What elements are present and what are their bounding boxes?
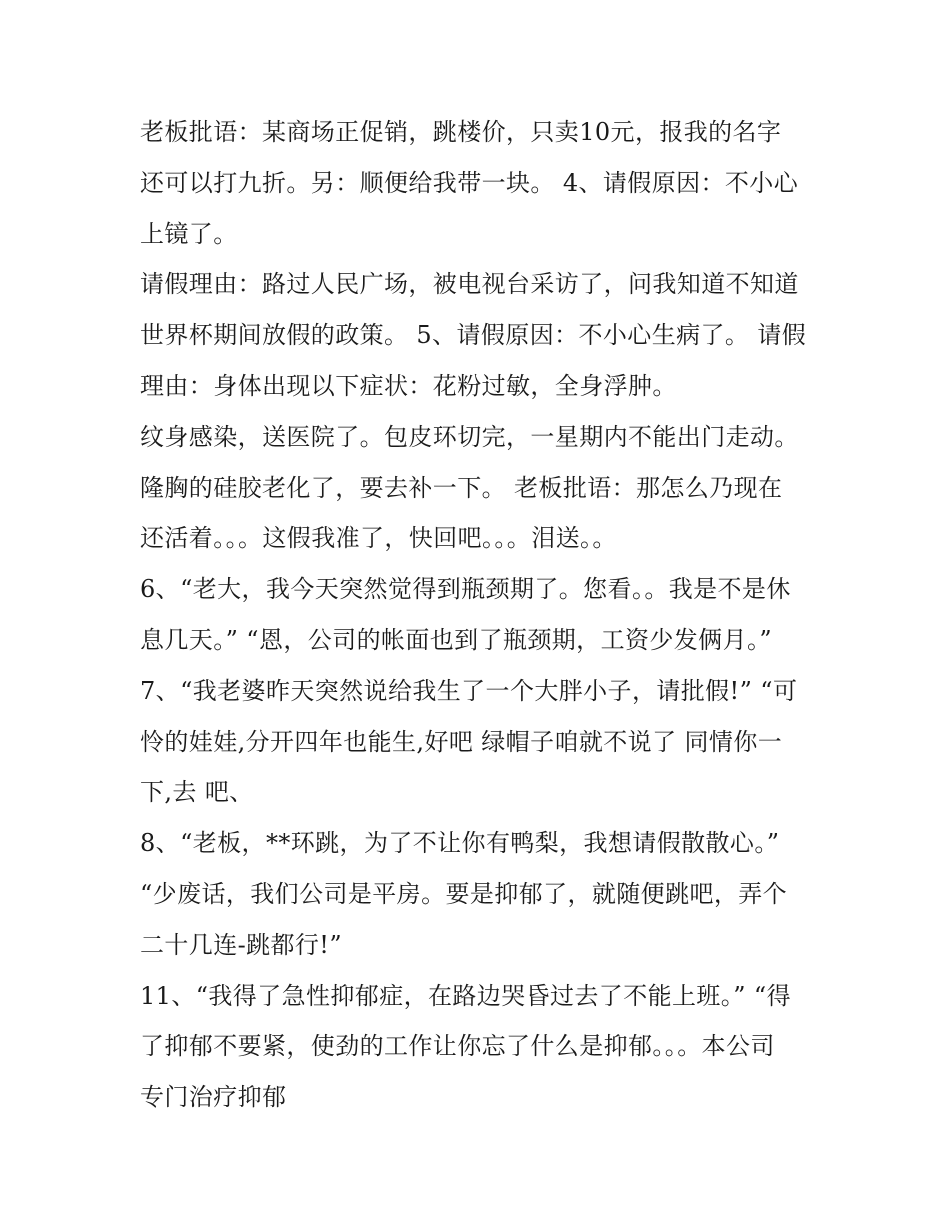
text-line: 专门治疗抑郁 (140, 1083, 287, 1112)
text-line: 6、“老大，我今天突然觉得到瓶颈期了。您看。。我是不是休 (140, 575, 791, 604)
text-line: 老板批语：某商场正促销，跳楼价，只卖10元，报我的名字 (140, 118, 782, 146)
text-line: 8、“老板，**环跳，为了不让你有鸭梨，我想请假散散心。” (140, 829, 780, 858)
text-line: 二十几连-跳都行!” (140, 930, 343, 959)
text-line: 隆胸的硅胶老化了，要去补一下。 老板批语：那怎么乃现在 (140, 473, 783, 502)
text-line: 7、“我老婆昨天突然说给我生了一个大胖小子，请批假!” “可 (140, 676, 798, 705)
text-line: 还可以打九折。另：顺便给我带一块。 4、请假原因：不小心 (140, 168, 799, 197)
text-line: 了抑郁不要紧，使劲的工作让你忘了什么是抑郁。。。本公司 (140, 1032, 775, 1061)
text-line: 还活着。。。这假我准了，快回吧。。。泪送。。 (140, 524, 617, 553)
text-line: 11、“我得了急性抑郁症，在路边哭昏过去了不能上班。” “得 (140, 981, 791, 1010)
document-body (140, 107, 820, 1123)
text-line: 纹身感染，送医院了。包皮环切完，一星期内不能出门走动。 (140, 422, 799, 451)
text-line: 上镜了。 (140, 219, 238, 248)
text-line: 请假理由：路过人民广场，被电视台采访了，问我知道不知道 (140, 270, 799, 299)
text-line: 下,去 吧、 (140, 778, 254, 807)
text-line: 怜的娃娃,分开四年也能生,好吧 绿帽子咱就不说了 同情你一 (140, 727, 783, 756)
text-line: 理由：身体出现以下症状：花粉过敏，全身浮肿。 (140, 371, 677, 400)
text-line: “少废话，我们公司是平房。要是抑郁了，就随便跳吧，弄个 (140, 879, 788, 908)
text-line: 世界杯期间放假的政策。 5、请假原因：不小心生病了。 请假 (140, 321, 807, 350)
text-line: 息几天。” “恩，公司的帐面也到了瓶颈期，工资少发俩月。” (140, 625, 773, 654)
